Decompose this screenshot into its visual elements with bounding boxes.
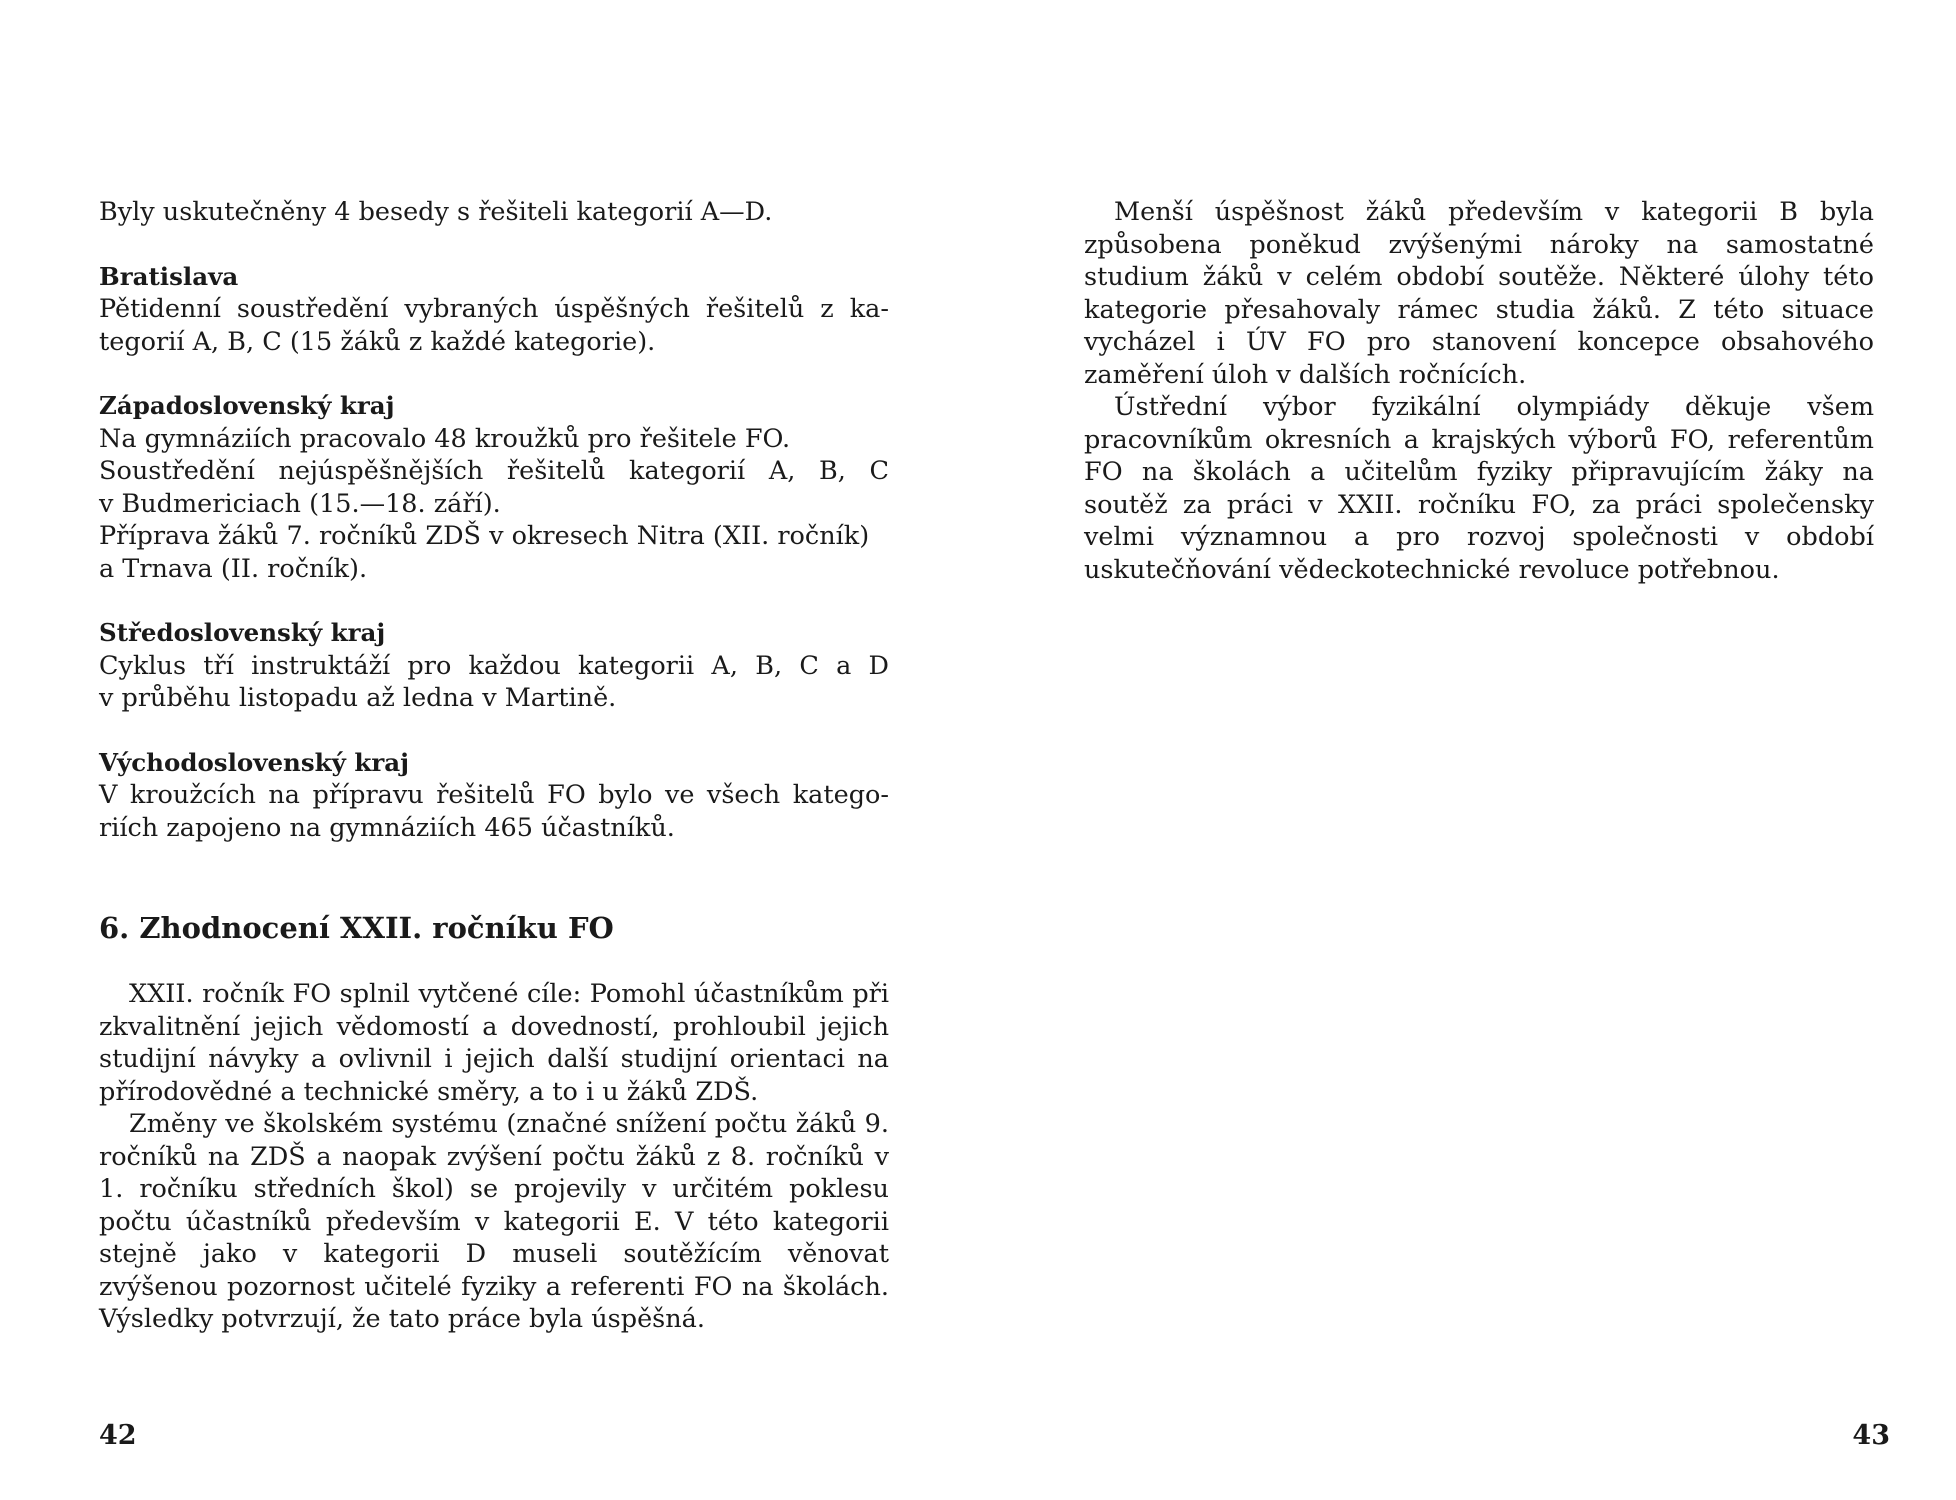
- region-title: Středoslovenský kraj: [99, 618, 386, 647]
- right-page-text-column: [1084, 196, 1874, 586]
- left-page-text-column: [99, 196, 889, 1336]
- page-number: 42: [99, 1420, 137, 1451]
- region-text-line: v průběhu listopadu až ledna v Martině.: [99, 683, 617, 713]
- region-text-line: riích zapojeno na gymnáziích 465 účastníků.: [99, 812, 675, 843]
- region-bratislava: [99, 261, 889, 359]
- intro-line: Byly uskutečněny 4 besedy s řešiteli kategorií A—D.: [99, 197, 773, 227]
- region-text-line: a Trnava (II. ročník).: [99, 553, 368, 584]
- region-text-line: v Budmericiach (15.—18. září).: [99, 488, 501, 519]
- body-paragraph: Ústřední výbor fyzikální olympiády děkuje všem pracovníkům okresních a krajských výborů FO, referentům FO na školách a učitelům fyziky připravujícím žáky na soutěž za práci v XXII. ročníku FO, za práci společensky velmi významnou a pro rozvoj společnosti v období uskutečňování vědeckotechnické revoluce potřebnou.: [1084, 392, 1874, 585]
- region-text-line: Pětidenní soustředění vybraných úspěšných řešitelů z ka-: [99, 294, 889, 324]
- region-stredoslovensky: [99, 617, 889, 715]
- body-paragraph: Změny ve školském systému (značné snížení počtu žáků 9. ročníků na ZDŠ a naopak zvýšení počtu žáků z 8. ročníků v 1. ročníku středních škol) se projevily v určitém poklesu počtu účastníků především v kategorii E. V této kategorii stejně jako v kategorii D museli soutěžícím věnovat zvýšenou pozornost učitelé fyziky a referenti FO na školách. Výsledky potvrzují, že tato práce byla úspěšná.: [99, 1109, 889, 1334]
- region-title: Západoslovenský kraj: [99, 391, 395, 420]
- body-paragraph: Menší úspěšnost žáků především v kategorii B byla způsobena poněkud zvýšenými nároky na samostatné studium žáků v celém období soutěže. Některé úlohy této kategorie přesahovaly rámec studia žáků. Z této situace vycházel i ÚV FO pro stanovení koncepce obsahového zaměření úloh v dalších ročnících.: [1084, 197, 1874, 390]
- region-text-line: Na gymnáziích pracovalo 48 kroužků pro řešitele FO.: [99, 423, 791, 454]
- right-page: [978, 0, 1956, 1500]
- region-text-line: V kroužcích na přípravu řešitelů FO bylo ve všech katego-: [99, 780, 889, 810]
- region-text-line: tegorií A, B, C (15 žáků z každé kategorie).: [99, 326, 656, 357]
- region-vychodoslovensky: [99, 747, 889, 845]
- region-text-line: Soustředění nejúspěšnějších řešitelů kategorií A, B, C: [99, 456, 889, 486]
- region-text-line: Cyklus tří instruktáží pro každou kategorii A, B, C a D: [99, 650, 889, 681]
- region-title: Bratislava: [99, 261, 239, 291]
- region-title: Východoslovenský kraj: [99, 747, 410, 777]
- region-text-line: Příprava žáků 7. ročníků ZDŠ v okresech Nitra (XII. ročník): [99, 521, 870, 551]
- page-number: 43: [1852, 1420, 1890, 1451]
- region-zapadoslovensky: [99, 390, 889, 585]
- body-paragraph: XXII. ročník FO splnil vytčené cíle: Pomohl účastníkům při zkvalitnění jejich vědomostí a dovedností, prohloubil jejich studijní návyky a ovlivnil i jejich další studijní orientaci na přírodovědné a technické směry, a to i u žáků ZDŠ.: [99, 979, 889, 1107]
- section-heading: 6. Zhodnocení XXII. ročníku FO: [99, 911, 614, 945]
